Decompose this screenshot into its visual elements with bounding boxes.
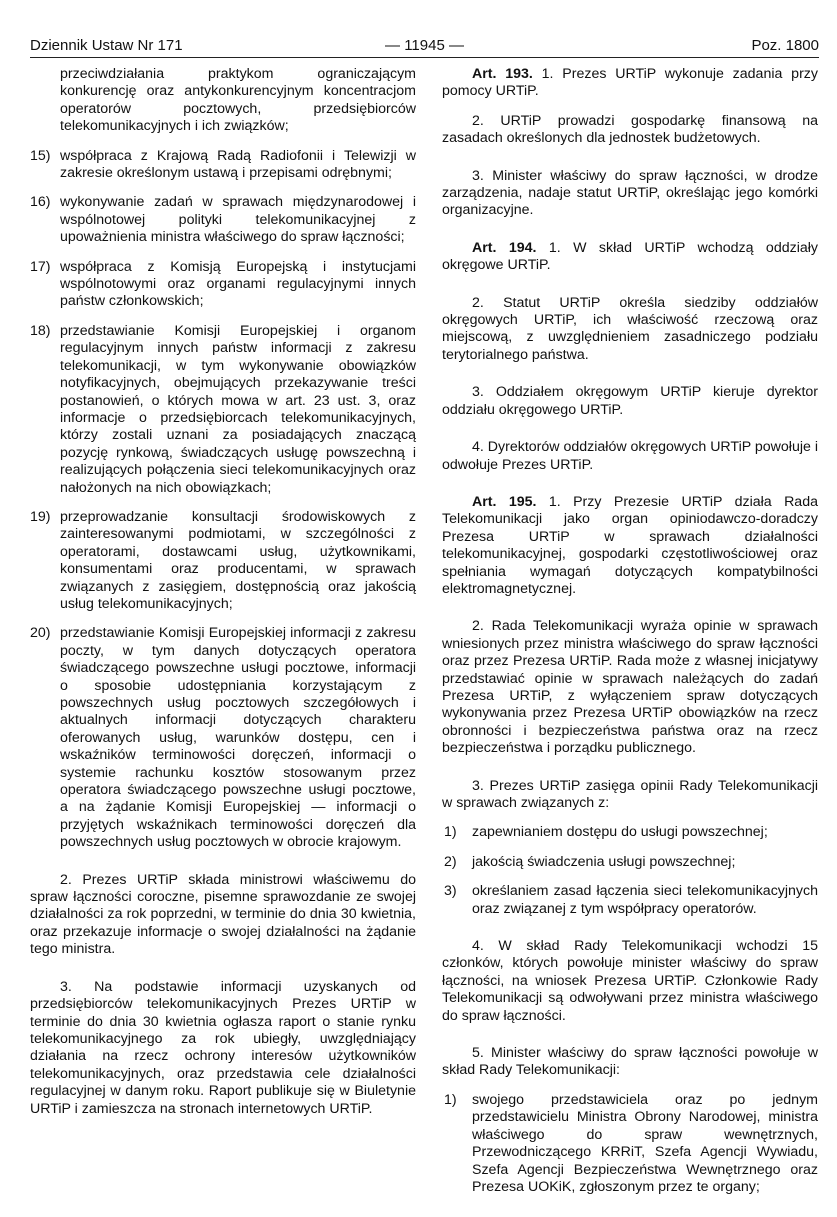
item-text: współpraca z Krajową Radą Radiofonii i Telewizji w zakresie określonym ustawą i przepisami odrębnymi; [60,147,416,182]
item-text: wykonywanie zadań w sprawach międzynarodowej i wspólnotowej polityki telekomunikacyjnej z upoważnienia ministra właściwego do spraw łączności; [60,194,416,246]
article-193-p1 [442,66,818,101]
right-column [442,66,818,1208]
paragraph: 4. W skład Rady Telekomunikacji wchodzi 15 członków, których powołuje minister właściwy do spraw łączności, na wniosek Prezesa URTiP. Członkowie Rady Telekomunikacji są odwoływani przez ministra właściwego do spraw łączności. [442,938,818,1024]
article-label: Art. 193. [472,66,533,82]
list-item [30,323,416,497]
list-item [30,509,416,613]
list-item [30,148,416,183]
item-number: 16) [30,194,51,211]
item-text: swojego przedstawiciela oraz po jednym przedstawicielu Ministra Obrony Narodowej, ministra właściwego do spraw wewnętrznych, Przewodniczącego KRRiT, Szefa Agencji Wywiadu, Szefa Agencji Bezpieczeństwa Wewnętrznego oraz Prezesa UOKiK, zgłoszonym przez te organy; [472,1091,818,1195]
item-text: przedstawianie Komisji Europejskiej i organom regulacyjnym innych państw informacji z zakresu telekomunikacji, w tym wykonywanie obowiązków notyfikacyjnych, obejmujących przekazywanie treści postanowień, o których mowa w art. 23 ust. 3, oraz informacje o przedsiębiorcach telekomunikacyjnych, którzy zostali uznani za posiadających znaczącą pozycję rynkową, świadczących usługę powszechną i realizujących połączenia sieci telekomunikacyjnych oraz nałożonych na nich obowiązkach; [60,322,416,496]
paragraph-text: 1. W skład URTiP wchodzą oddziały okręgowe URTiP. [442,239,818,274]
item-number: 18) [30,322,51,339]
continued-item-text: przeciwdziałania praktykom ograniczającym konkurencję oraz antykonkurencyjnym koncentracjom operatorów pocztowych, przedsiębiorców telekomunikacyjnych i ich związków; [60,66,416,135]
paragraph: 4. Dyrektorów oddziałów okręgowych URTiP powołuje i odwołuje Prezes URTiP. [442,439,818,473]
page-number: — 11945 — [385,37,464,54]
paragraph: 3. Oddziałem okręgowym URTiP kieruje dyrektor oddziału okręgowego URTiP. [442,384,818,418]
list-item [442,1092,818,1196]
item-text: przedstawianie Komisji Europejskiej informacji z zakresu poczty, w tym danych dotyczących operatora świadczącego powszechne usługi pocztowe, informacji o sposobie udostępniania korzystającym z powszechnych usług pocztowych szczegółowych i aktualnych informacji dotyczących charakteru oferowanych usług, warunków dostępu, cen i wskaźników terminowości doręczeń, informacji o systemie rachunku kosztów stosowanym przez operatora świadczącego powszechne usługi pocztowe, a na żądanie Komisji Europejskiej — informacji o przyjętych wskaźnikach terminowości doręczeń dla powszechnych usług pocztowych w obrocie krajowym. [60,625,416,851]
paragraph: 2. URTiP prowadzi gospodarkę finansową na zasadach określonych dla jednostek budżetowych. [442,112,818,147]
paragraph: 5. Minister właściwy do spraw łączności powołuje w skład Rady Telekomunikacji: [442,1045,818,1079]
item-number: 2) [444,853,457,870]
list-item [30,625,416,851]
paragraph: 3. Prezes URTiP zasięga opinii Rady Telekomunikacji w sprawach związanych z: [442,777,818,811]
paragraph: 3. Minister właściwy do spraw łączności, w drodze zarządzenia, nadaje statut URTiP, określając jego komórki organizacyjne. [442,167,818,219]
item-number: 1) [444,824,457,841]
paragraph: 2. Rada Telekomunikacji wyraża opinie w sprawach wniesionych przez ministra właściwego do spraw łączności oraz przez Prezesa URTiP. Rada może z własnej inicjatywy przedstawiać opinie w sprawach należących do zadań Prezesa URTiP, z wyłączeniem spraw dotyczących wykonywania przez Prezesa URTiP obowiązków na rzecz obronności i bezpieczeństwa państwa oraz na rzecz bezpieczeństwa i porządku publicznego. [442,618,818,757]
list-item [442,854,818,871]
paragraph: 3. Na podstawie informacji uzyskanych od przedsiębiorców telekomunikacyjnych Prezes URTiP w terminie do dnia 30 kwietnia ogłasza raport o stanie rynku telekomunikacyjnego za rok ubiegły, uwzględniający działania na rzecz ochrony interesów użytkowników telekomunikacyjnych, oraz przedstawia cele działalności regulacyjnej w danym roku. Raport publikuje się w Biuletynie URTiP i zamieszcza na stronach internetowych URTiP. [30,978,416,1117]
list-item [30,259,416,311]
item-number: 1) [444,1091,457,1108]
paragraph-text: 1. Przy Prezesie URTiP działa Rada Telekomunikacji jako organ opiniodawczo-doradczy Prezesa URTiP w sprawach działalności telekomunikacyjnej, gospodarki częstotliwościowej oraz spełniania wymagań dotyczących kompatybilności elektromagnetycznej. [442,493,818,597]
page-header [30,28,819,58]
position-number: Poz. 1800 [751,37,819,54]
item-text: przeprowadzanie konsultacji środowiskowych z zainteresowanymi podmiotami, w szczególności z operatorami, dostawcami usług, użytkownikami, konsumentami oraz producentami, w sprawach związanych z zasięgiem, dostępnością oraz jakością usług telekomunikacyjnych; [60,508,416,612]
article-195-p1 [442,494,818,598]
list-item [442,824,818,841]
item-text: zapewnianiem dostępu do usługi powszechnej; [472,824,768,841]
paragraph: 2. Statut URTiP określa siedziby oddziałów okręgowych URTiP, ich właściwość rzeczową oraz miejscową, z uwzględnieniem zasadniczego podziału terytorialnego państwa. [442,294,818,363]
item-number: 3) [444,883,457,900]
item-text: współpraca z Komisją Europejską i instytucjami wspólnotowymi oraz organami regulacyjnymi innych państw członkowskich; [60,258,416,310]
list-item [442,883,818,918]
paragraph: 2. Prezes URTiP składa ministrowi właściwemu do spraw łączności coroczne, pisemne sprawozdanie ze swojej działalności za rok poprzedni, w terminie do dnia 30 kwietnia, oraz przekazuje informacje o swojej działalności na żądanie tego ministra. [30,871,416,958]
article-194-p1 [442,240,818,275]
item-number: 15) [30,147,51,164]
left-column [30,66,416,1138]
journal-title: Dziennik Ustaw Nr 171 [30,37,183,54]
list-item [30,194,416,246]
article-label: Art. 194. [472,239,537,256]
item-number: 19) [30,508,51,525]
item-number: 17) [30,258,51,275]
item-number: 20) [30,625,51,642]
article-label: Art. 195. [472,493,537,510]
paragraph-text: 1. Prezes URTiP wykonuje zadania przy pomocy URTiP. [442,66,818,100]
item-text: jakością świadczenia usługi powszechnej; [472,853,736,870]
item-text: określaniem zasad łączenia sieci telekomunikacyjnych oraz związanej z tym współpracy operatorów. [472,883,818,917]
